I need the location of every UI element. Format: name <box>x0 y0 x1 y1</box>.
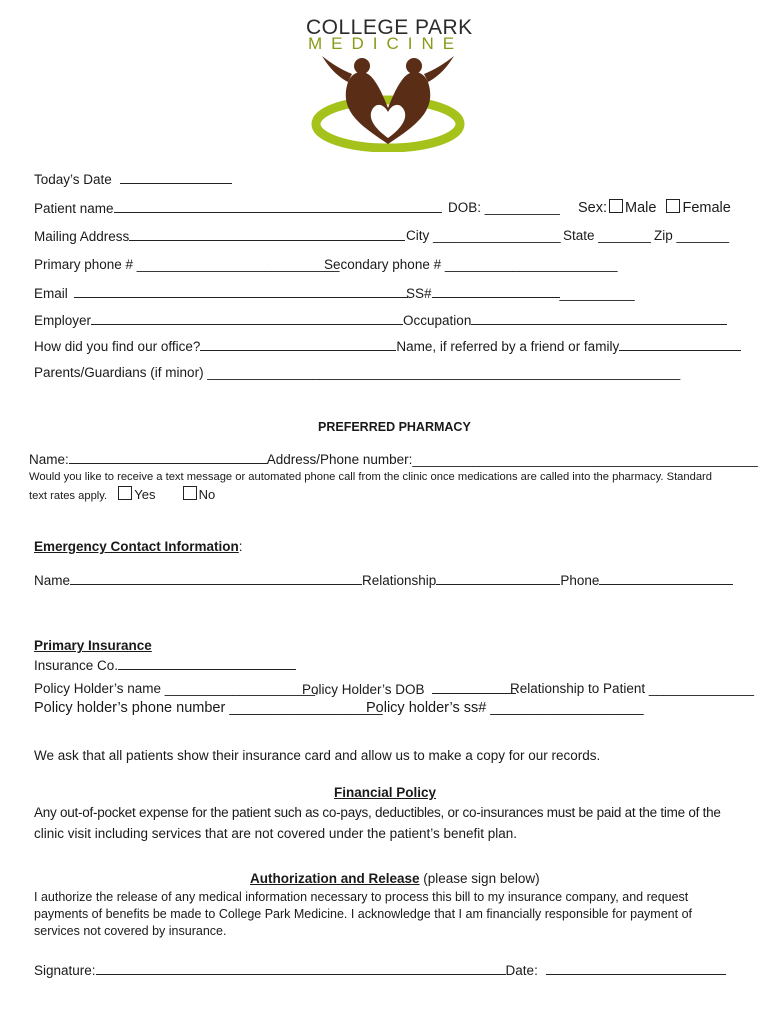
text-no-label: No <box>198 487 216 502</box>
female-checkbox[interactable] <box>666 199 680 213</box>
city-label: City _________________ <box>406 228 561 243</box>
primary-phone-label: Primary phone # ___________________________ <box>34 257 340 272</box>
how-found-label: How did you find our office? <box>34 339 201 354</box>
holder-dob-row <box>302 681 516 697</box>
employer-field[interactable] <box>91 312 403 325</box>
occupation-field[interactable] <box>471 312 727 325</box>
text-question-row <box>29 486 215 502</box>
ssn-row <box>406 285 635 301</box>
sex-row <box>578 199 731 216</box>
financial-line2: clinic visit including services that are not covered under the patient’s benefit plan. <box>34 826 518 841</box>
mailing-address-row <box>34 228 405 244</box>
sex-label: Sex: <box>578 200 608 216</box>
pharmacy-address-label: Address/Phone number: <box>266 452 413 467</box>
signature-field[interactable] <box>96 962 506 975</box>
pharmacy-name-label: Name: <box>29 452 69 467</box>
referred-name-field[interactable] <box>619 338 741 351</box>
insurance-card-notice: We ask that all patients show their insurance card and allow us to make a copy for our records. <box>34 748 601 763</box>
patient-name-field[interactable] <box>114 200 442 213</box>
text-question-line1: Would you like to receive a text message or automated phone call from the clinic once medications are called into the pharmacy. Standard <box>29 471 713 483</box>
insurance-company-row <box>34 657 296 673</box>
female-label: Female <box>682 200 731 216</box>
todays-date-field[interactable] <box>120 171 232 184</box>
financial-line1: Any out-of-pocket expense for the patient such as co-pays, deductibles, or co-insurances must be paid at the time of the <box>34 805 721 820</box>
logo-text-medicine: MEDICINE <box>308 34 464 53</box>
how-found-field[interactable] <box>200 338 396 351</box>
todays-date-label: Today’s Date <box>34 172 112 187</box>
insurance-company-label: Insurance Co. <box>34 658 119 673</box>
pharmacy-row <box>29 451 758 467</box>
emergency-phone-field[interactable] <box>599 572 733 585</box>
patient-name-row <box>34 200 442 216</box>
employer-row <box>34 312 727 328</box>
todays-date-row <box>34 171 232 187</box>
holder-ss-label: Policy holder’s ss# ___________________ <box>366 700 644 716</box>
zip-label: Zip _______ <box>654 228 730 243</box>
financial-heading: Financial Policy <box>334 785 437 800</box>
signature-row <box>34 962 726 978</box>
holder-name-label: Policy Holder’s name ____________________, <box>34 681 319 696</box>
text-no-checkbox[interactable] <box>183 486 197 500</box>
parents-label: Parents/Guardians (if minor) _______________________________________________________________ <box>34 365 681 380</box>
referral-row <box>34 338 741 354</box>
emergency-heading: Emergency Contact Information <box>34 539 239 554</box>
emergency-relationship-field[interactable] <box>436 572 560 585</box>
mailing-address-field[interactable] <box>129 228 405 241</box>
pharmacy-name-field[interactable] <box>69 451 267 464</box>
emergency-heading-colon: : <box>238 539 243 554</box>
emergency-phone-label: Phone <box>560 573 600 588</box>
mailing-address-label: Mailing Address <box>34 229 130 244</box>
holder-relationship-label: Relationship to Patient <box>510 681 646 696</box>
holder-phone-label: Policy holder’s phone number ___________________ <box>34 700 383 716</box>
text-yes-checkbox[interactable] <box>118 486 132 500</box>
authorization-line2: payments of benefits be made to College Park Medicine. I acknowledge that I am financially responsible for payment of <box>34 907 692 921</box>
authorization-heading: Authorization and Release <box>250 871 420 886</box>
insurance-company-field[interactable] <box>118 657 296 670</box>
date-label: Date: <box>505 963 538 978</box>
occupation-label: Occupation <box>403 313 472 328</box>
email-row <box>34 285 408 301</box>
holder-relationship-field[interactable]: ______________ <box>648 681 754 696</box>
holder-relationship-row <box>510 681 754 696</box>
authorization-note: (please sign below) <box>419 871 540 886</box>
secondary-phone-label: Secondary phone # _______________________ <box>324 257 618 272</box>
authorization-heading-row <box>250 871 540 886</box>
holder-dob-field[interactable] <box>432 681 516 694</box>
clinic-logo <box>290 14 480 144</box>
ssn-field[interactable] <box>432 285 560 298</box>
ssn-label: SS# <box>406 286 432 301</box>
authorization-line1: I authorize the release of any medical information necessary to process this bill to my insurance company, and request <box>34 890 689 904</box>
text-yes-label: Yes <box>134 487 156 502</box>
logo-text-college-park: COLLEGE PARK <box>306 16 473 39</box>
ssn-field-tail: __________ <box>559 286 635 301</box>
male-label: Male <box>625 200 657 216</box>
pharmacy-heading: PREFERRED PHARMACY <box>318 420 471 434</box>
holder-dob-label: Policy Holder’s DOB <box>302 682 425 697</box>
referred-name-label: Name, if referred by a friend or family <box>396 339 620 354</box>
insurance-heading: Primary Insurance <box>34 638 152 653</box>
emergency-name-label: Name <box>34 573 71 588</box>
date-field[interactable] <box>546 962 726 975</box>
emergency-row <box>34 572 733 588</box>
male-checkbox[interactable] <box>609 199 623 213</box>
email-label: Email <box>34 286 68 301</box>
emergency-heading-row <box>34 539 243 554</box>
patient-name-label: Patient name <box>34 201 114 216</box>
emergency-relationship-label: Relationship <box>362 573 437 588</box>
state-label: State _______ <box>563 228 651 243</box>
heart-people-icon <box>308 52 468 152</box>
dob-label: DOB: __________ <box>448 200 560 215</box>
employer-label: Employer <box>34 313 92 328</box>
pharmacy-address-field[interactable]: ______________________________________________ <box>412 452 758 467</box>
emergency-name-field[interactable] <box>70 572 362 585</box>
authorization-line3: services not covered by insurance. <box>34 924 227 938</box>
signature-label: Signature: <box>34 963 96 978</box>
text-question-line2: text rates apply. <box>29 490 108 502</box>
email-field[interactable] <box>74 285 408 298</box>
